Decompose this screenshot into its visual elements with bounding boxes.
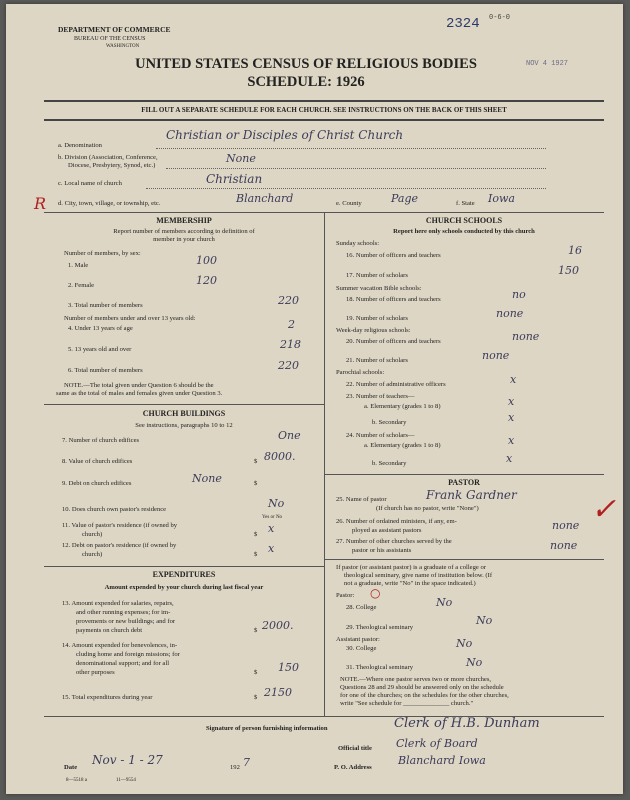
print-number: 11—9554 [116, 778, 136, 783]
q13-value: 2000. [262, 619, 294, 632]
q24a-value: x [508, 434, 515, 447]
dollar-sign: $ [254, 669, 258, 676]
buildings-intro: See instructions, paragraphs 10 to 12 [135, 422, 233, 429]
dollar-sign: $ [254, 531, 258, 538]
schools-title: CHURCH SCHOOLS [425, 216, 503, 225]
q6-value: 220 [278, 359, 299, 372]
q30-value: No [456, 637, 473, 650]
q12-value: x [268, 542, 275, 555]
county-label: e. County [336, 200, 362, 207]
dept-name: DEPARTMENT OF COMMERCE [58, 25, 171, 34]
q17-label: 17. Number of scholars [346, 272, 408, 279]
local-name-label: c. Local name of church [58, 180, 122, 187]
dollar-sign: $ [254, 480, 258, 487]
q18-value: no [512, 288, 526, 301]
date-label: Date [64, 764, 78, 771]
q26-label: 26. Number of ordained ministers, if any, em- [336, 518, 457, 525]
graduate-note-3: not a graduate, write "No" in the space indicated.) [344, 580, 476, 587]
county-value: Page [391, 192, 419, 205]
q29-value: No [476, 614, 493, 627]
q19-value: none [496, 307, 524, 320]
census-schedule-sheet [6, 4, 623, 794]
q15-value: 2150 [264, 686, 292, 699]
page-title: UNITED STATES CENSUS OF RELIGIOUS BODIES [135, 56, 477, 72]
dollar-sign: $ [254, 551, 258, 558]
q16-value: 16 [568, 244, 582, 257]
official-title-label: Official title [338, 745, 372, 752]
divider [44, 119, 604, 121]
division-label-2: Diocese, Presbytery, Synod, etc.) [68, 162, 156, 169]
bureau-city: WASHINGTON [106, 44, 140, 49]
membership-note-2: same as the total of males and females given under Question 3. [56, 390, 223, 397]
q22-label: 22. Number of administrative officers [346, 381, 446, 388]
q28-value: No [436, 596, 453, 609]
q19-label: 19. Number of scholars [346, 315, 408, 322]
q20-label: 20. Number of officers and teachers [346, 338, 441, 345]
divider [44, 100, 604, 102]
city-value: Blanchard [236, 192, 294, 205]
received-stamp: NOV 4 1927 [526, 60, 569, 68]
q24-label: 24. Number of scholars— [346, 432, 415, 439]
po-address-value: Blanchard Iowa [398, 754, 486, 767]
q23b-value: x [508, 411, 515, 424]
q17-value: 150 [558, 264, 579, 277]
state-value: Iowa [488, 192, 515, 205]
official-title-value: Clerk of Board [396, 737, 478, 750]
page-subtitle: SCHEDULE: 1926 [247, 74, 365, 90]
form-number: 8—5518 a [66, 778, 87, 783]
q31-label: 31. Theological seminary [346, 664, 414, 671]
signature-value: Clerk of H.B. Dunham [394, 716, 540, 731]
q27-label: 27. Number of other churches served by the [336, 538, 452, 545]
q4-value: 2 [288, 318, 295, 331]
q13-label-4: payments on church debt [76, 627, 143, 634]
weekday-label: Week-day religious schools: [336, 327, 411, 334]
dollar-sign: $ [254, 694, 258, 701]
q25-note: (If church has no pastor, write "None") [376, 505, 479, 512]
q29-label: 29. Theological seminary [346, 624, 414, 631]
q6-label: 6. Total number of members [68, 367, 143, 374]
q9-label: 9. Debt on church edifices [62, 480, 132, 487]
q27-value: none [550, 539, 578, 552]
q21-value: none [482, 349, 510, 362]
sunday-label: Sunday schools: [336, 240, 380, 247]
q28-label: 28. College [346, 604, 377, 611]
division-value: None [226, 152, 256, 165]
q30-label: 30. College [346, 645, 377, 652]
pastor-title: PASTOR [448, 478, 480, 487]
q18-label: 18. Number of officers and teachers [346, 296, 441, 303]
q14-value: 150 [278, 661, 299, 674]
membership-title: MEMBERSHIP [156, 216, 212, 225]
stamp-number: 2324 [446, 16, 480, 32]
q27-label-2: pastor or his assistants [352, 547, 412, 554]
margin-mark: R [34, 194, 47, 213]
q14-label-3: denominational support; and for all [76, 660, 170, 667]
q9-value: None [192, 472, 222, 485]
circle-mark-icon: ○ [370, 586, 381, 600]
divider [324, 559, 604, 560]
pastor-note-2: Questions 28 and 29 should be answered only on the schedule [340, 684, 504, 691]
q25-value: Frank Gardner [426, 488, 517, 502]
q23b-label: b. Secondary [372, 419, 407, 426]
by-sex-label: Number of members, by sex: [64, 250, 141, 257]
denomination-value: Christian or Disciples of Christ Church [166, 128, 404, 142]
divider [44, 566, 324, 567]
q3-label: 3. Total number of members [68, 302, 143, 309]
q5-label: 5. 13 years old and over [68, 346, 132, 353]
q14-label-2: cluding home and foreign missions; for [76, 651, 180, 658]
q23a-label: a. Elementary (grades 1 to 8) [364, 403, 441, 410]
q16-label: 16. Number of officers and teachers [346, 252, 441, 259]
q11-label: 11. Value of pastor's residence (if owned by [62, 522, 178, 529]
expenditures-title: EXPENDITURES [152, 570, 216, 579]
q24b-value: x [506, 452, 513, 465]
fill-line [166, 168, 546, 169]
q1-value: 100 [196, 254, 217, 267]
signature-label: Signature of person furnishing information [206, 725, 328, 732]
dollar-sign: $ [254, 458, 258, 465]
q7-value: One [278, 429, 301, 442]
divider [44, 404, 324, 405]
q26-label-2: ployed as assistant pastors [352, 527, 422, 534]
q15-label: 15. Total expenditures during year [62, 694, 153, 701]
q11-label-2: church) [82, 531, 103, 538]
age-intro: Number of members under and over 13 years old: [64, 315, 196, 322]
q13-label-2: and other running expenses; for im- [76, 609, 171, 616]
stamp-suffix: 0-6-0 [489, 14, 511, 22]
state-label: f. State [456, 200, 475, 207]
column-divider [324, 212, 325, 716]
schools-intro: Report here only schools conducted by this church [393, 228, 535, 235]
summer-label: Summer vacation Bible schools: [336, 285, 422, 292]
q23-label: 23. Number of teachers— [346, 393, 415, 400]
dollar-sign: $ [254, 627, 258, 634]
q14-label-4: other purposes [76, 669, 115, 676]
q8-value: 8000. [264, 450, 296, 463]
division-label: b. Division (Association, Conference, [58, 154, 158, 161]
pastor-note-4: write "See schedule for ______________ church." [340, 700, 474, 707]
parochial-label: Parochial schools: [336, 369, 385, 376]
q8-label: 8. Value of church edifices [62, 458, 133, 465]
local-name-value: Christian [206, 172, 263, 186]
q24b-label: b. Secondary [372, 460, 407, 467]
po-address-label: P. O. Address [334, 764, 372, 771]
q25-label: 25. Name of pastor [336, 496, 387, 503]
q22-value: x [510, 373, 517, 386]
pastor-note: NOTE.—Where one pastor serves two or more churches, [340, 676, 492, 683]
q4-label: 4. Under 13 years of age [68, 325, 133, 332]
q24a-label: a. Elementary (grades 1 to 8) [364, 442, 441, 449]
q11-value: x [268, 522, 275, 535]
q20-value: none [512, 330, 540, 343]
city-label: d. City, town, village, or township, etc. [58, 200, 161, 207]
q1-label: 1. Male [68, 262, 89, 269]
graduate-note: If pastor (or assistant pastor) is a graduate of a college or [336, 564, 486, 571]
instruction-line: FILL OUT A SEPARATE SCHEDULE FOR EACH CHURCH. SEE INSTRUCTIONS ON THE BACK OF THIS SHEET [141, 106, 507, 114]
pastor-label: Pastor: [336, 592, 355, 599]
q12-label-2: church) [82, 551, 103, 558]
graduate-note-2: theological seminary, give name of institution below. (If [344, 572, 493, 579]
year-suffix: 7 [243, 756, 250, 769]
q2-value: 120 [196, 274, 217, 287]
buildings-title: CHURCH BUILDINGS [142, 409, 226, 418]
q13-label-3: provements or new buildings; and for [76, 618, 176, 625]
q2-label: 2. Female [68, 282, 95, 289]
q13-label: 13. Amount expended for salaries, repairs, [62, 600, 174, 607]
fill-line [146, 188, 546, 189]
asst-pastor-label: Assistant pastor: [336, 636, 380, 643]
date-value: Nov - 1 - 27 [92, 753, 163, 767]
membership-note: NOTE.—The total given under Question 6 should be the [64, 382, 214, 389]
fill-line [156, 148, 546, 149]
pastor-note-3: for one of the churches; on the schedules for the other churches, [340, 692, 509, 699]
checkmark-icon: ✓ [591, 492, 617, 527]
membership-intro: Report number of members according to definition of [113, 228, 255, 235]
q26-value: none [552, 519, 580, 532]
q10-value: No [268, 497, 285, 510]
q10-label: 10. Does church own pastor's residence [62, 506, 167, 513]
denomination-label: a. Denomination [58, 142, 102, 149]
year-prefix: 192 [230, 764, 240, 771]
q31-value: No [466, 656, 483, 669]
q5-value: 218 [280, 338, 301, 351]
q14-label: 14. Amount expended for benevolences, in- [62, 642, 178, 649]
q7-label: 7. Number of church edifices [62, 437, 140, 444]
q3-value: 220 [278, 294, 299, 307]
yes-no-hint: Yes or No [262, 515, 283, 520]
membership-intro-2: member in your church [153, 236, 215, 243]
expenditures-intro: Amount expended by your church during last fiscal year [104, 584, 264, 591]
q23a-value: x [508, 395, 515, 408]
bureau-name: BUREAU OF THE CENSUS [74, 36, 146, 42]
divider [324, 474, 604, 475]
q21-label: 21. Number of scholars [346, 357, 408, 364]
q12-label: 12. Debt on pastor's residence (if owned by [62, 542, 177, 549]
